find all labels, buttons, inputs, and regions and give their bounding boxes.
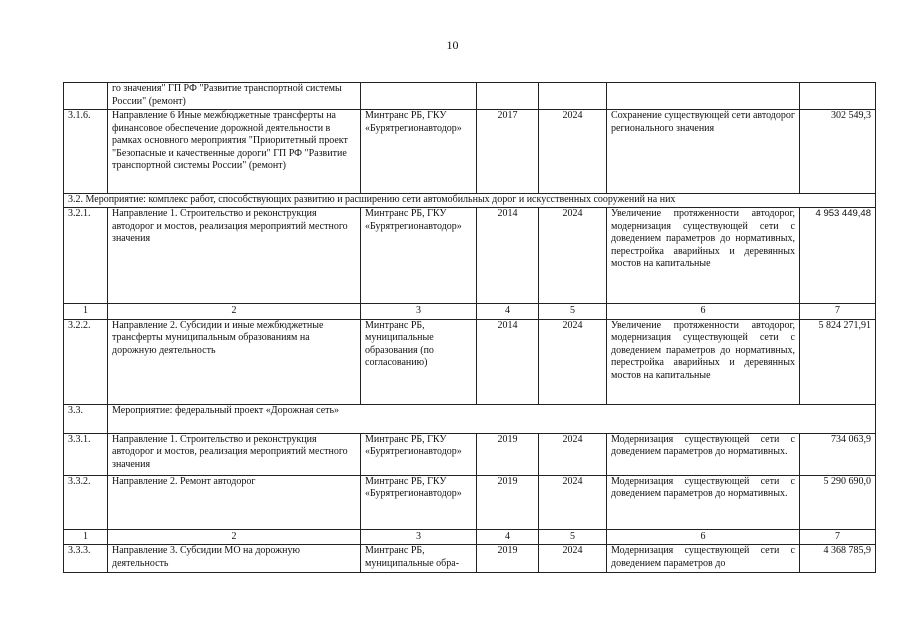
cell-executor: Минтранс РБ, муниципальные обра- (361, 545, 477, 573)
column-number: 2 (108, 529, 361, 545)
cell-executor (361, 83, 477, 110)
column-number: 6 (607, 304, 800, 320)
cell-expected-result: Модернизация существующей сети с доведением параметров до (607, 545, 800, 573)
cell-end-year: 2024 (539, 545, 607, 573)
column-number: 1 (64, 529, 108, 545)
cell-amount: 4 953 449,48 (800, 208, 876, 304)
section-heading: Мероприятие: федеральный проект «Дорожная сеть» (108, 404, 876, 433)
cell-executor: Минтранс РБ, ГКУ «Бурятрегионавтодор» (361, 208, 477, 304)
cell-amount: 4 368 785,9 (800, 545, 876, 573)
table-row (64, 208, 876, 304)
cell-number: 3.1.6. (64, 110, 108, 194)
cell-expected-result: Увеличение протяженности автодорог, модернизация существующей сети с доведением параметров до нормативных, перестройка аварийных и деревянных мостов на капитальные (607, 208, 800, 304)
cell-executor: Минтранс РБ, ГКУ «Бурятрегионавтодор» (361, 110, 477, 194)
cell-amount: 5 824 271,91 (800, 319, 876, 404)
cell-start-year: 2014 (477, 208, 539, 304)
column-number: 5 (539, 529, 607, 545)
cell-start-year: 2019 (477, 475, 539, 529)
page-number: 10 (446, 38, 459, 52)
cell-amount (800, 83, 876, 110)
column-number: 7 (800, 529, 876, 545)
cell-measure-name: Направление 1. Строительство и реконструкция автодорог и мостов, реализация мероприятий местного значения (108, 433, 361, 475)
cell-start-year: 2014 (477, 319, 539, 404)
cell-start-year: 2017 (477, 110, 539, 194)
cell-measure-name: го значения" ГП РФ "Развитие транспортной системы России" (ремонт) (108, 83, 361, 110)
column-number: 2 (108, 304, 361, 320)
cell-expected-result (607, 83, 800, 110)
cell-executor: Минтранс РБ, муниципальные образования (по согласованию) (361, 319, 477, 404)
column-number: 4 (477, 529, 539, 545)
program-table (63, 82, 876, 573)
cell-amount: 734 063,9 (800, 433, 876, 475)
column-number: 4 (477, 304, 539, 320)
column-number-row (64, 529, 876, 545)
column-number: 3 (361, 529, 477, 545)
section-heading: 3.2. Мероприятие: комплекс работ, способствующих развитию и расширению сети автомобильных дорог и искусственных сооружений на них (64, 194, 876, 208)
table-row (64, 433, 876, 475)
cell-amount: 5 290 690,0 (800, 475, 876, 529)
table-body (64, 83, 876, 573)
cell-measure-name: Направление 2. Ремонт автодорог (108, 475, 361, 529)
column-number: 3 (361, 304, 477, 320)
cell-end-year: 2024 (539, 475, 607, 529)
cell-number: 3.2.2. (64, 319, 108, 404)
column-number: 1 (64, 304, 108, 320)
cell-end-year: 2024 (539, 319, 607, 404)
table-row (64, 194, 876, 208)
cell-number: 3.3.2. (64, 475, 108, 529)
cell-executor: Минтранс РБ, ГКУ «Бурятрегионавтодор» (361, 475, 477, 529)
cell-start-year (477, 83, 539, 110)
column-number: 5 (539, 304, 607, 320)
cell-end-year: 2024 (539, 433, 607, 475)
cell-expected-result: Сохранение существующей сети автодорог регионального значения (607, 110, 800, 194)
cell-start-year: 2019 (477, 433, 539, 475)
column-number-row (64, 304, 876, 320)
cell-number (64, 83, 108, 110)
table-row (64, 545, 876, 573)
cell-measure-name: Направление 3. Субсидии МО на дорожную деятельность (108, 545, 361, 573)
cell-expected-result: Увеличение протяженности автодорог, модернизация существующей сети с доведением параметров до нормативных, перестройка аварийных и деревянных мостов на капитальные (607, 319, 800, 404)
column-number: 6 (607, 529, 800, 545)
table-row (64, 110, 876, 194)
table-row (64, 475, 876, 529)
cell-end-year (539, 83, 607, 110)
cell-number: 3.3.1. (64, 433, 108, 475)
table-row (64, 83, 876, 110)
cell-start-year: 2019 (477, 545, 539, 573)
cell-number: 3.2.1. (64, 208, 108, 304)
cell-number: 3.3.3. (64, 545, 108, 573)
cell-expected-result: Модернизация существующей сети с доведением параметров до нормативных. (607, 433, 800, 475)
cell-end-year: 2024 (539, 208, 607, 304)
cell-measure-name: Направление 6 Иные межбюджетные трансферты на финансовое обеспечение дорожной деятельности в рамках основного мероприятия "Приоритетный проект "Безопасные и качественные дороги" ГП РФ "Развитие транспортной системы России" (ремонт) (108, 110, 361, 194)
table-row (64, 319, 876, 404)
cell-end-year: 2024 (539, 110, 607, 194)
cell-executor: Минтранс РБ, ГКУ «Бурятрегионавтодор» (361, 433, 477, 475)
cell-expected-result: Модернизация существующей сети с доведением параметров до нормативных. (607, 475, 800, 529)
table-row (64, 404, 876, 433)
cell-measure-name: Направление 2. Субсидии и иные межбюджетные трансферты муниципальным образованиям на дорожную деятельность (108, 319, 361, 404)
column-number: 7 (800, 304, 876, 320)
cell-number: 3.3. (64, 404, 108, 433)
cell-measure-name: Направление 1. Строительство и реконструкция автодорог и мостов, реализация мероприятий местного значения (108, 208, 361, 304)
cell-amount: 302 549,3 (800, 110, 876, 194)
